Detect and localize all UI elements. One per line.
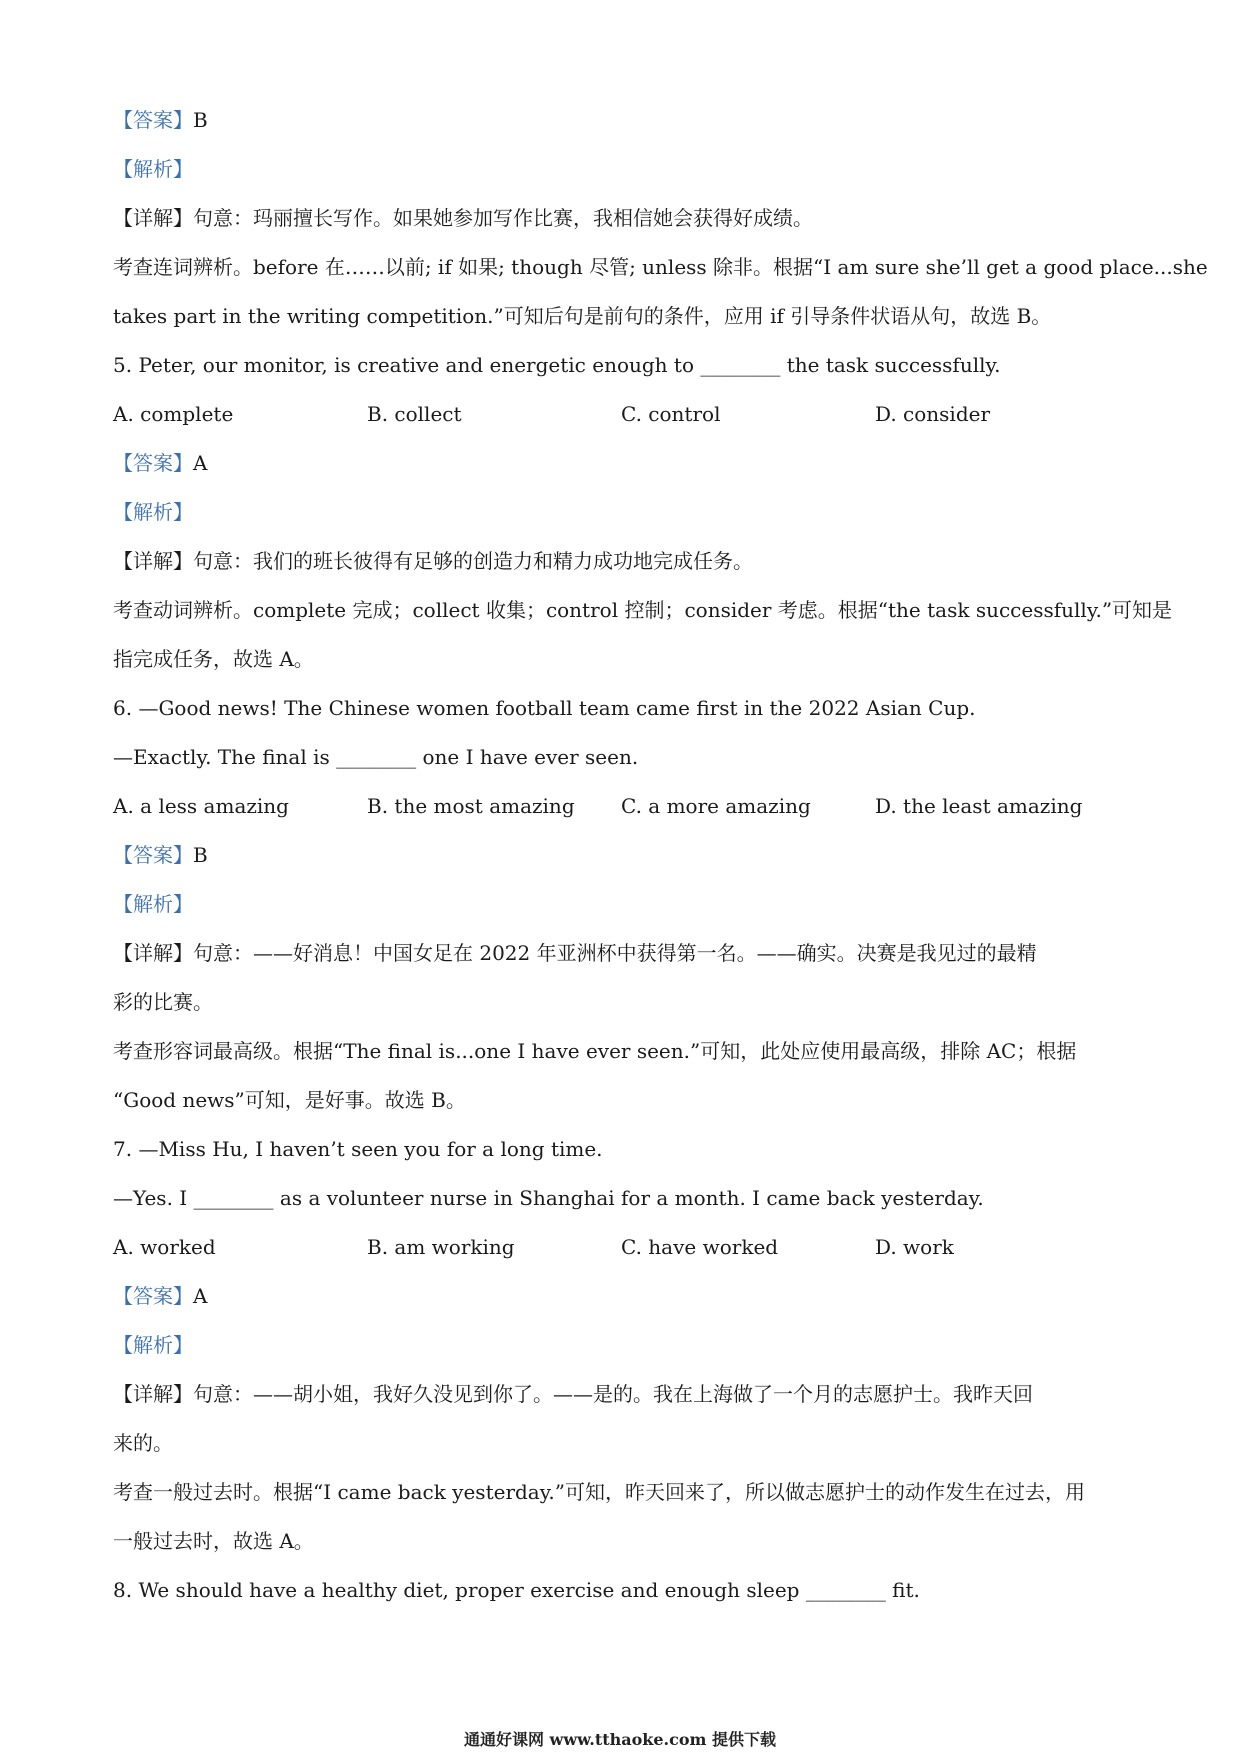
option-c: C. have worked <box>621 1235 779 1259</box>
analysis-text: “Good news”可知，是好事。故选 B。 <box>113 1088 466 1112</box>
analysis-tag: 【解析】 <box>113 1333 193 1357</box>
analysis-text: 考查一般过去时。根据“I came back yesterday.”可知，昨天回来了，所以做志愿护士的动作发生在过去，用 <box>113 1480 1085 1504</box>
analysis-text: 考查动词辨析。complete 完成；collect 收集；control 控制；consider 考虑。根据“the task successfully.”可知是 <box>113 598 1173 622</box>
option-d: D. the least amazing <box>875 794 1083 818</box>
answer-line <box>113 1272 1133 1321</box>
question-stem: —Exactly. The final is ________ one I have ever seen. <box>113 745 639 769</box>
analysis-line <box>113 880 1133 929</box>
option-row <box>113 1223 1133 1272</box>
detail-text: 句意：——好消息！中国女足在 2022 年亚洲杯中获得第一名。——确实。决赛是我见过的最精 <box>193 941 1037 965</box>
detail-line <box>113 194 1133 243</box>
option-d: D. consider <box>875 402 991 426</box>
analysis-tag: 【解析】 <box>113 500 193 524</box>
answer-value: B <box>193 108 208 132</box>
analysis-text: 指完成任务，故选 A。 <box>113 647 314 671</box>
analysis-line <box>113 1321 1133 1370</box>
option-row <box>113 782 1133 831</box>
page-footer: 通通好课网 www.tthaoke.com 提供下载 <box>463 1730 777 1749</box>
option-c: C. control <box>621 402 721 426</box>
option-a: A. worked <box>113 1235 216 1259</box>
detail-line <box>113 537 1133 586</box>
answer-tag: 【答案】 <box>113 843 193 867</box>
option-b: B. the most amazing <box>367 794 575 818</box>
answer-tag: 【答案】 <box>113 451 193 475</box>
option-a: A. complete <box>113 402 234 426</box>
answer-value: A <box>193 1284 208 1308</box>
detail-line <box>113 929 1133 978</box>
detail-text: 彩的比赛。 <box>113 990 213 1014</box>
detail-text: 句意：我们的班长彼得有足够的创造力和精力成功地完成任务。 <box>193 549 753 573</box>
answer-tag: 【答案】 <box>113 1284 193 1308</box>
option-row <box>113 390 1133 439</box>
detail-tag: 【详解】 <box>113 941 193 965</box>
detail-line <box>113 1370 1133 1419</box>
analysis-text: 考查连词辨析。before 在……以前; if 如果; though 尽管; unless 除非。根据“I am sure she’ll get a good place...she <box>113 255 1208 279</box>
option-b: B. am working <box>367 1235 515 1259</box>
option-a: A. a less amazing <box>113 794 289 818</box>
option-b: B. collect <box>367 402 462 426</box>
analysis-line <box>113 488 1133 537</box>
analysis-text: takes part in the writing competition.”可知后句是前句的条件，应用 if 引导条件状语从句，故选 B。 <box>113 304 1052 328</box>
answer-line <box>113 439 1133 488</box>
detail-text: 句意：玛丽擅长写作。如果她参加写作比赛，我相信她会获得好成绩。 <box>193 206 813 230</box>
question-stem: 8. We should have a healthy diet, proper exercise and enough sleep ________ fit. <box>113 1578 920 1602</box>
question-stem: 7. —Miss Hu, I haven’t seen you for a long time. <box>113 1137 603 1161</box>
detail-text: 来的。 <box>113 1431 173 1455</box>
answer-value: B <box>193 843 208 867</box>
option-d: D. work <box>875 1235 954 1259</box>
answer-value: A <box>193 451 208 475</box>
question-stem: 6. —Good news! The Chinese women football team came first in the 2022 Asian Cup. <box>113 696 976 720</box>
question-stem: —Yes. I ________ as a volunteer nurse in Shanghai for a month. I came back yesterday. <box>113 1186 984 1210</box>
detail-tag: 【详解】 <box>113 549 193 573</box>
detail-tag: 【详解】 <box>113 206 193 230</box>
answer-line <box>113 831 1133 880</box>
answer-line <box>113 96 1133 145</box>
answer-tag: 【答案】 <box>113 108 193 132</box>
analysis-tag: 【解析】 <box>113 892 193 916</box>
option-c: C. a more amazing <box>621 794 811 818</box>
detail-text: 句意：——胡小姐，我好久没见到你了。——是的。我在上海做了一个月的志愿护士。我昨天回 <box>193 1382 1033 1406</box>
question-stem: 5. Peter, our monitor, is creative and energetic enough to ________ the task successfully. <box>113 353 1001 377</box>
analysis-text: 一般过去时，故选 A。 <box>113 1529 314 1553</box>
analysis-text: 考查形容词最高级。根据“The final is...one I have ever seen.”可知，此处应使用最高级，排除 AC；根据 <box>113 1039 1077 1063</box>
analysis-tag: 【解析】 <box>113 157 193 181</box>
document-page <box>113 96 1208 1615</box>
detail-tag: 【详解】 <box>113 1382 193 1406</box>
analysis-line <box>113 145 1133 194</box>
